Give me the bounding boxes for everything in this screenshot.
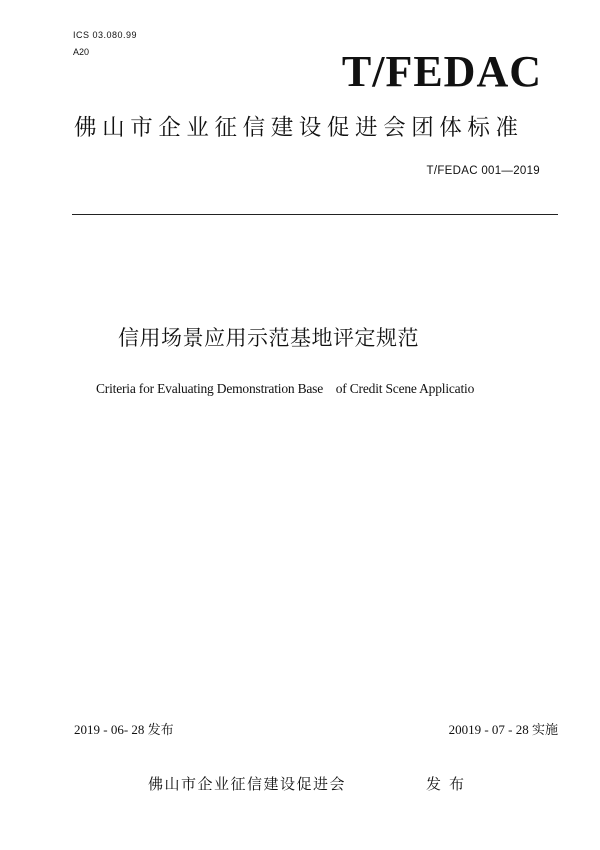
- standard-logo: T/FEDAC: [341, 47, 542, 96]
- document-title-english: Criteria for Evaluating Demonstration Base of Credit Scene Applicatio: [96, 381, 475, 396]
- publish-label: 发布: [426, 775, 473, 793]
- document-title-chinese: 信用场景应用示范基地评定规范: [118, 326, 419, 350]
- publisher-name: 佛山市企业征信建设促进会: [148, 775, 347, 793]
- header-divider: [72, 214, 558, 215]
- org-standard-title: 佛山市企业征信建设促进会团体标准: [74, 115, 524, 141]
- standard-number: T/FEDAC 001—2019: [426, 165, 540, 177]
- ccs-code: A20: [73, 47, 90, 57]
- implementation-date: 20019 - 07 - 28 实施: [448, 722, 558, 737]
- issue-date: 2019 - 06- 28 发布: [74, 722, 174, 737]
- ics-code: ICS 03.080.99: [73, 30, 138, 40]
